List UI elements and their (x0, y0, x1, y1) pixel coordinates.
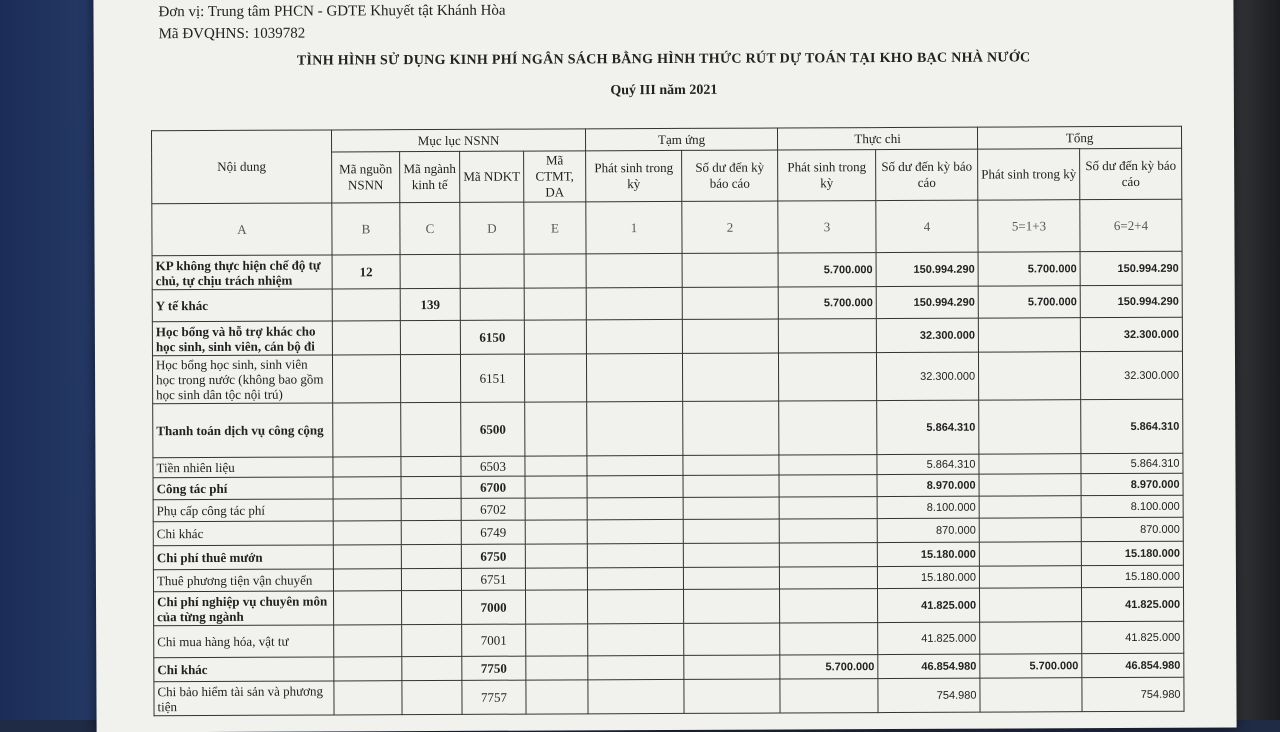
cell-tam-ung-so-du (682, 287, 778, 319)
table-row (152, 285, 1182, 321)
cell-ma-nganh (402, 680, 462, 714)
row-label: Chi phí nghiệp vụ chuyên môn của từng ngành (154, 591, 334, 626)
cell-tam-ung-so-du (683, 455, 779, 475)
code-line: Mã ĐVQHNS: 1039782 (158, 25, 306, 43)
cell-thuc-chi-so-du: 8.100.000 (877, 496, 979, 518)
cell-ma-ctmt (525, 544, 587, 568)
cell-ma-nguon (334, 625, 402, 657)
cell-ma-nganh (402, 656, 462, 680)
row-label: Thuê phương tiện vận chuyển (153, 569, 333, 592)
row-label: Thanh toán dịch vụ công cộng (153, 403, 333, 458)
row-label: Phụ cấp công tác phí (153, 499, 333, 522)
cell-thuc-chi-so-du: 15.180.000 (877, 566, 979, 588)
col-code: E (524, 202, 586, 254)
cell-tam-ung-so-du (683, 353, 779, 401)
table-row (154, 621, 1184, 657)
row-label: Công tác phí (153, 477, 333, 500)
cell-ma-nguon (333, 457, 401, 477)
cell-thuc-chi-so-du: 8.970.000 (877, 474, 979, 496)
cell-tong-phat-sinh (979, 352, 1081, 400)
header-ma-nganh: Mã ngành kinh tế (400, 151, 460, 202)
cell-tam-ung-so-du (684, 589, 780, 623)
cell-tam-ung-phat-sinh (588, 655, 684, 679)
cell-ma-ctmt (525, 402, 587, 456)
header-thuc-chi-so-du: Số dư đến kỳ báo cáo (876, 149, 978, 200)
col-code: D (460, 202, 524, 254)
cell-ma-ndkt: 7757 (462, 680, 526, 714)
cell-ma-ndkt: 6751 (461, 568, 525, 590)
cell-ma-nganh: 139 (400, 288, 460, 320)
cell-thuc-chi-phat-sinh: 5.700.000 (780, 655, 878, 679)
cell-tong-so-du: 46.854.980 (1082, 653, 1184, 677)
cell-ma-nganh (401, 544, 461, 568)
cell-tong-so-du: 5.864.310 (1081, 453, 1183, 473)
header-tam-ung: Tạm ứng (586, 128, 778, 151)
cell-thuc-chi-so-du: 32.300.000 (876, 318, 978, 352)
cell-tong-phat-sinh (979, 518, 1081, 542)
cell-tam-ung-so-du (682, 319, 778, 353)
cell-tong-phat-sinh (979, 400, 1081, 454)
cell-tam-ung-so-du (683, 475, 779, 497)
cell-ma-ctmt (526, 590, 588, 624)
cell-ma-ctmt (526, 624, 588, 656)
cell-tong-so-du: 32.300.000 (1080, 317, 1182, 351)
cell-ma-nguon (333, 403, 401, 457)
cell-ma-ndkt: 6500 (461, 402, 525, 456)
cell-ma-nguon (332, 321, 400, 355)
cell-thuc-chi-phat-sinh (779, 455, 877, 475)
cell-ma-ndkt: 7750 (462, 656, 526, 680)
cell-thuc-chi-so-du: 41.825.000 (878, 622, 980, 654)
cell-tam-ung-phat-sinh (586, 319, 682, 353)
cell-thuc-chi-phat-sinh: 5.700.000 (778, 253, 876, 287)
cell-thuc-chi-so-du: 754.980 (878, 678, 980, 712)
cell-thuc-chi-phat-sinh (778, 319, 876, 353)
header-ma-ctmt: Mã CTMT, DA (524, 151, 586, 202)
row-label: Học bổng học sinh, sinh viên học trong nước (không bao gồm học sinh dân tộc nội trú) (152, 355, 332, 404)
cell-tam-ung-so-du (683, 567, 779, 589)
cell-ma-nganh (401, 402, 461, 456)
cell-ma-ctmt (525, 520, 587, 544)
header-tong: Tổng (978, 126, 1182, 149)
cell-tong-so-du: 150.994.290 (1080, 251, 1182, 285)
header-ma-nguon: Mã nguồn NSNN (332, 152, 400, 203)
cell-thuc-chi-phat-sinh (779, 543, 877, 567)
col-code: A (152, 203, 332, 256)
cell-tam-ung-phat-sinh (587, 519, 683, 543)
cell-tam-ung-phat-sinh (587, 543, 683, 567)
cell-thuc-chi-phat-sinh (779, 567, 877, 589)
cell-ma-nganh (401, 520, 461, 544)
cell-ma-nganh (400, 354, 460, 402)
cell-tong-phat-sinh (980, 622, 1082, 654)
cell-tam-ung-so-du (683, 543, 779, 567)
table-row (152, 317, 1182, 355)
row-label: Chi bảo hiểm tài sản và phương tiện (154, 681, 334, 716)
cell-ma-ctmt (524, 288, 586, 320)
col-code: 5=1+3 (978, 200, 1080, 252)
cell-tong-so-du: 8.100.000 (1081, 495, 1183, 517)
table-row (154, 587, 1184, 625)
cell-thuc-chi-so-du: 41.825.000 (878, 588, 980, 622)
cell-ma-ctmt (524, 254, 586, 288)
cell-ma-ndkt: 6503 (461, 456, 525, 476)
cell-ma-ctmt (526, 680, 588, 714)
cell-thuc-chi-phat-sinh (779, 519, 877, 543)
cell-tam-ung-so-du (684, 623, 780, 655)
cell-tam-ung-phat-sinh (588, 623, 684, 655)
header-ma-ndkt: Mã NDKT (460, 151, 524, 202)
cell-thuc-chi-so-du: 5.864.310 (877, 454, 979, 474)
header-thuc-chi: Thực chi (778, 127, 978, 150)
cell-ma-nganh (400, 320, 460, 354)
header-tong-so-du: Số dư đến kỳ báo cáo (1080, 148, 1182, 199)
cell-thuc-chi-phat-sinh (780, 679, 878, 713)
cell-tam-ung-so-du (684, 679, 780, 713)
cell-tong-phat-sinh (979, 496, 1081, 518)
cell-ma-ctmt (525, 568, 587, 590)
cell-ma-nguon (334, 657, 402, 681)
cell-tong-so-du: 150.994.290 (1080, 285, 1182, 317)
cell-tong-so-du: 754.980 (1082, 677, 1184, 711)
header-noi-dung: Nội dung (151, 130, 331, 204)
cell-tong-phat-sinh (979, 454, 1081, 474)
cell-ma-ctmt (525, 498, 587, 520)
cell-tong-phat-sinh (980, 588, 1082, 622)
cell-thuc-chi-so-du: 150.994.290 (876, 286, 978, 318)
col-code: 2 (682, 201, 778, 253)
cell-tam-ung-so-du (684, 655, 780, 679)
cell-ma-ctmt (525, 476, 587, 498)
document-page (93, 0, 1236, 732)
cell-ma-nguon (334, 591, 402, 625)
cell-ma-nganh (402, 590, 462, 624)
header-thuc-chi-phat-sinh: Phát sinh trong kỳ (778, 150, 876, 201)
col-code: 1 (586, 201, 682, 253)
table-body (152, 251, 1184, 715)
cell-tong-phat-sinh (980, 678, 1082, 712)
report-table (151, 126, 1185, 716)
cell-tong-phat-sinh (979, 474, 1081, 496)
table-row (153, 399, 1183, 457)
row-label: Chi khác (153, 521, 333, 546)
cell-tong-so-du: 8.970.000 (1081, 473, 1183, 495)
cell-thuc-chi-so-du: 32.300.000 (877, 352, 979, 400)
col-code: 3 (778, 201, 876, 253)
cell-ma-ndkt: 6750 (461, 544, 525, 568)
cell-ma-nguon (332, 355, 400, 403)
cell-tam-ung-phat-sinh (587, 401, 683, 455)
cell-thuc-chi-phat-sinh (779, 497, 877, 519)
cell-thuc-chi-so-du: 870.000 (877, 518, 979, 542)
cell-ma-ndkt (460, 254, 524, 288)
cell-ma-nganh (401, 456, 461, 476)
cell-ma-nguon (333, 499, 401, 521)
col-code: 6=2+4 (1080, 199, 1182, 251)
cell-ma-nguon (333, 569, 401, 591)
cell-ma-ndkt: 6151 (460, 354, 524, 402)
cell-thuc-chi-phat-sinh (780, 589, 878, 623)
row-label: Học bổng và hỗ trợ khác cho học sinh, sinh viên, cán bộ đi (152, 321, 332, 356)
cell-tam-ung-phat-sinh (587, 353, 683, 401)
cell-tam-ung-phat-sinh (587, 497, 683, 519)
cell-ma-nganh (402, 624, 462, 656)
cell-tong-so-du: 41.825.000 (1082, 621, 1184, 653)
cell-tong-phat-sinh (978, 318, 1080, 352)
cell-tong-so-du: 15.180.000 (1081, 565, 1183, 587)
cell-tam-ung-phat-sinh (587, 567, 683, 589)
cell-tong-phat-sinh (979, 542, 1081, 566)
cell-thuc-chi-phat-sinh: 5.700.000 (778, 287, 876, 319)
report-title: TÌNH HÌNH SỬ DỤNG KINH PHÍ NGÂN SÁCH BẰNG HÌNH THỨC RÚT DỰ TOÁN TẠI KHO BẠC NHÀ NƯỚC (296, 50, 1031, 69)
cell-ma-ctmt (524, 354, 586, 402)
cell-ma-nguon (334, 681, 402, 715)
cell-tam-ung-phat-sinh (588, 589, 684, 623)
cell-ma-ndkt: 6702 (461, 498, 525, 520)
table-row (154, 677, 1184, 715)
cell-tong-phat-sinh (979, 566, 1081, 588)
cell-tam-ung-so-du (683, 497, 779, 519)
cell-ma-ndkt: 7001 (462, 624, 526, 656)
cell-ma-nguon (332, 289, 400, 321)
col-code: 4 (876, 200, 978, 252)
cell-thuc-chi-so-du: 150.994.290 (876, 252, 978, 286)
unit-line: Đơn vị: Trung tâm PHCN - GDTE Khuyết tật Khánh Hòa (158, 2, 506, 21)
cell-ma-nganh (400, 254, 460, 288)
cell-ma-ndkt: 6150 (460, 320, 524, 354)
col-code: B (332, 203, 400, 255)
row-label: Chi khác (154, 657, 334, 682)
cell-thuc-chi-phat-sinh (779, 353, 877, 401)
row-label: Y tế khác (152, 289, 332, 322)
cell-ma-nganh (401, 498, 461, 520)
col-code: C (400, 202, 460, 254)
header-tong-phat-sinh: Phát sinh trong kỳ (978, 149, 1080, 200)
cell-thuc-chi-phat-sinh (779, 401, 877, 455)
cell-thuc-chi-so-du: 15.180.000 (877, 542, 979, 566)
cell-ma-ndkt: 6749 (461, 520, 525, 544)
cell-ma-nganh (401, 476, 461, 498)
row-label: Tiền nhiên liệu (153, 457, 333, 478)
cell-ma-ctmt (526, 656, 588, 680)
cell-tam-ung-phat-sinh (587, 475, 683, 497)
cell-thuc-chi-phat-sinh (780, 623, 878, 655)
cell-ma-nguon (333, 477, 401, 499)
report-subtitle: Quý III năm 2021 (610, 82, 718, 99)
cell-tong-so-du: 32.300.000 (1081, 351, 1183, 399)
cell-ma-ctmt (525, 456, 587, 476)
cell-ma-nguon (333, 521, 401, 545)
cell-tam-ung-so-du (683, 519, 779, 543)
cell-ma-ndkt: 6700 (461, 476, 525, 498)
cell-thuc-chi-so-du: 5.864.310 (877, 400, 979, 454)
cell-tong-phat-sinh: 5.700.000 (978, 252, 1080, 286)
cell-ma-ctmt (524, 320, 586, 354)
cell-ma-ndkt (460, 288, 524, 320)
cell-thuc-chi-phat-sinh (779, 475, 877, 497)
cell-ma-nganh (401, 568, 461, 590)
row-label: Chi mua hàng hóa, vật tư (154, 625, 334, 658)
cell-tong-so-du: 870.000 (1081, 517, 1183, 541)
cell-ma-ndkt: 7000 (462, 590, 526, 624)
cell-tam-ung-phat-sinh (588, 679, 684, 713)
cell-tong-so-du: 41.825.000 (1082, 587, 1184, 621)
header-tam-ung-phat-sinh: Phát sinh trong kỳ (586, 150, 682, 201)
header-muc-luc: Mục lục NSNN (331, 129, 585, 152)
cell-ma-nguon (333, 545, 401, 569)
cell-thuc-chi-so-du: 46.854.980 (878, 654, 980, 678)
cell-tam-ung-phat-sinh (586, 253, 682, 287)
cell-tong-phat-sinh: 5.700.000 (980, 654, 1082, 678)
cell-ma-nguon: 12 (332, 255, 400, 289)
cell-tam-ung-so-du (683, 401, 779, 455)
table-row (152, 251, 1182, 289)
row-label: KP không thực hiện chế độ tự chủ, tự chịu trách nhiệm (152, 255, 332, 290)
cell-tong-phat-sinh: 5.700.000 (978, 286, 1080, 318)
table-row (152, 351, 1182, 403)
row-label: Chi phí thuê mướn (153, 545, 333, 570)
header-tam-ung-so-du: Số dư đến kỳ báo cáo (682, 150, 778, 201)
cell-tam-ung-phat-sinh (586, 287, 682, 319)
cell-tong-so-du: 15.180.000 (1081, 541, 1183, 565)
cell-tong-so-du: 5.864.310 (1081, 399, 1183, 453)
cell-tam-ung-so-du (682, 253, 778, 287)
cell-tam-ung-phat-sinh (587, 455, 683, 475)
